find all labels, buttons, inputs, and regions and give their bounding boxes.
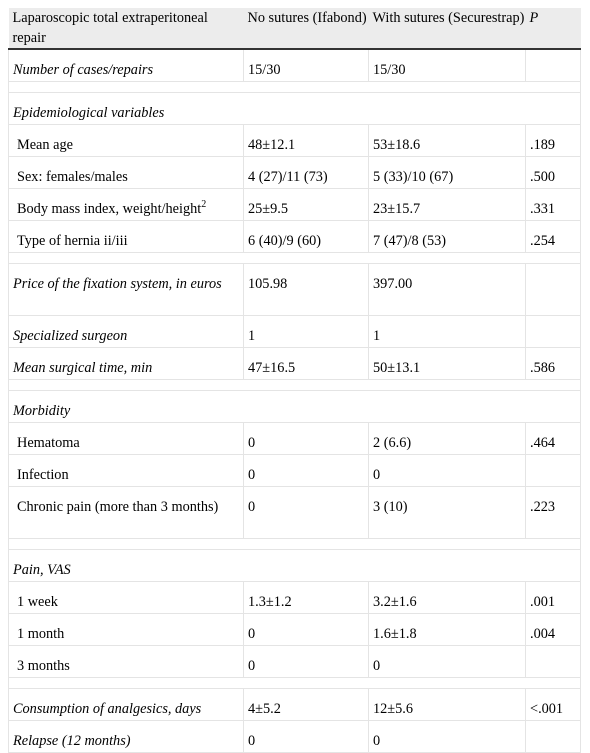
spacer-row xyxy=(9,380,581,391)
cell-with-sutures: 2 (6.6) xyxy=(369,423,526,455)
cell-with-sutures: 1 xyxy=(369,316,526,348)
row-label: Consumption of analgesics, days xyxy=(9,689,244,721)
cell-no-sutures: 4±5.2 xyxy=(244,689,369,721)
table-row xyxy=(9,455,581,487)
cell-with-sutures: 1.6±1.8 xyxy=(369,614,526,646)
cell-p-value xyxy=(526,721,581,753)
cell-p-value: .223 xyxy=(526,487,581,539)
cell-p-value xyxy=(526,316,581,348)
row-label-text: Body mass index, weight/height xyxy=(17,201,202,217)
cell-with-sutures: 3.2±1.6 xyxy=(369,582,526,614)
cell-with-sutures: 0 xyxy=(369,646,526,678)
cell-no-sutures: 6 (40)/9 (60) xyxy=(244,221,369,253)
header-no-sutures: No sutures (Ifabond) xyxy=(244,8,369,49)
cell-with-sutures: 3 (10) xyxy=(369,487,526,539)
section-row xyxy=(9,93,581,125)
cell-p-value: .004 xyxy=(526,614,581,646)
cell-no-sutures: 15/30 xyxy=(244,49,369,82)
cell-with-sutures: 50±13.1 xyxy=(369,348,526,380)
row-label: 1 month xyxy=(9,614,244,646)
cell-with-sutures: 5 (33)/10 (67) xyxy=(369,157,526,189)
row-label: Type of hernia ii/iii xyxy=(9,221,244,253)
header-procedure: Laparoscopic total extraperitoneal repair xyxy=(9,8,244,49)
table-row xyxy=(9,423,581,455)
spacer-row xyxy=(9,82,581,93)
table-row xyxy=(9,689,581,721)
spacer-row xyxy=(9,678,581,689)
header-with-sutures: With sutures (Securestrap) xyxy=(369,8,526,49)
row-label: Hematoma xyxy=(9,423,244,455)
row-label: Relapse (12 months) xyxy=(9,721,244,753)
table-header xyxy=(9,8,581,49)
table-row xyxy=(9,157,581,189)
cell-with-sutures: 53±18.6 xyxy=(369,125,526,157)
table-row xyxy=(9,721,581,753)
cell-with-sutures: 0 xyxy=(369,721,526,753)
row-label: Infection xyxy=(9,455,244,487)
row-label: Sex: females/males xyxy=(9,157,244,189)
table-row xyxy=(9,221,581,253)
superscript: 2 xyxy=(201,199,207,210)
cell-no-sutures: 0 xyxy=(244,614,369,646)
table-row xyxy=(9,264,581,316)
row-label: Number of cases/repairs xyxy=(9,49,244,82)
row-label: Mean surgical time, min xyxy=(9,348,244,380)
table-row xyxy=(9,487,581,539)
table-row xyxy=(9,646,581,678)
cell-no-sutures: 105.98 xyxy=(244,264,369,316)
row-label: Mean age xyxy=(9,125,244,157)
cell-with-sutures: 0 xyxy=(369,455,526,487)
table-row xyxy=(9,316,581,348)
section-title: Morbidity xyxy=(9,391,581,423)
row-label: Chronic pain (more than 3 months) xyxy=(9,487,244,539)
cell-no-sutures: 48±12.1 xyxy=(244,125,369,157)
cell-p-value: .254 xyxy=(526,221,581,253)
table-row xyxy=(9,614,581,646)
row-label: Specialized surgeon xyxy=(9,316,244,348)
table-row xyxy=(9,189,581,221)
spacer-row xyxy=(9,539,581,550)
header-p-value: P xyxy=(526,8,581,49)
cell-p-value: .001 xyxy=(526,582,581,614)
cell-with-sutures: 12±5.6 xyxy=(369,689,526,721)
cell-no-sutures: 0 xyxy=(244,423,369,455)
cell-no-sutures: 1.3±1.2 xyxy=(244,582,369,614)
spacer-row xyxy=(9,253,581,264)
section-row xyxy=(9,550,581,582)
cell-no-sutures: 0 xyxy=(244,646,369,678)
cell-p-value xyxy=(526,264,581,316)
cell-p-value: .500 xyxy=(526,157,581,189)
cell-p-value xyxy=(526,49,581,82)
cell-with-sutures: 7 (47)/8 (53) xyxy=(369,221,526,253)
cell-no-sutures: 0 xyxy=(244,455,369,487)
section-title: Pain, VAS xyxy=(9,550,581,582)
table-row xyxy=(9,125,581,157)
cell-with-sutures: 23±15.7 xyxy=(369,189,526,221)
cell-p-value xyxy=(526,455,581,487)
cell-no-sutures: 47±16.5 xyxy=(244,348,369,380)
row-label: Price of the fixation system, in euros xyxy=(9,264,244,316)
results-table xyxy=(8,8,581,753)
section-title: Epidemiological variables xyxy=(9,93,581,125)
cell-p-value: .189 xyxy=(526,125,581,157)
table-row xyxy=(9,49,581,82)
table-row xyxy=(9,348,581,380)
row-label xyxy=(9,189,244,221)
cell-no-sutures: 1 xyxy=(244,316,369,348)
cell-with-sutures: 397.00 xyxy=(369,264,526,316)
cell-p-value xyxy=(526,646,581,678)
row-label: 3 months xyxy=(9,646,244,678)
cell-with-sutures: 15/30 xyxy=(369,49,526,82)
cell-no-sutures: 25±9.5 xyxy=(244,189,369,221)
section-row xyxy=(9,391,581,423)
table-row xyxy=(9,582,581,614)
cell-p-value: .464 xyxy=(526,423,581,455)
row-label: 1 week xyxy=(9,582,244,614)
cell-no-sutures: 4 (27)/11 (73) xyxy=(244,157,369,189)
cell-no-sutures: 0 xyxy=(244,487,369,539)
cell-p-value: .586 xyxy=(526,348,581,380)
cell-p-value: .331 xyxy=(526,189,581,221)
cell-no-sutures: 0 xyxy=(244,721,369,753)
cell-p-value: <.001 xyxy=(526,689,581,721)
